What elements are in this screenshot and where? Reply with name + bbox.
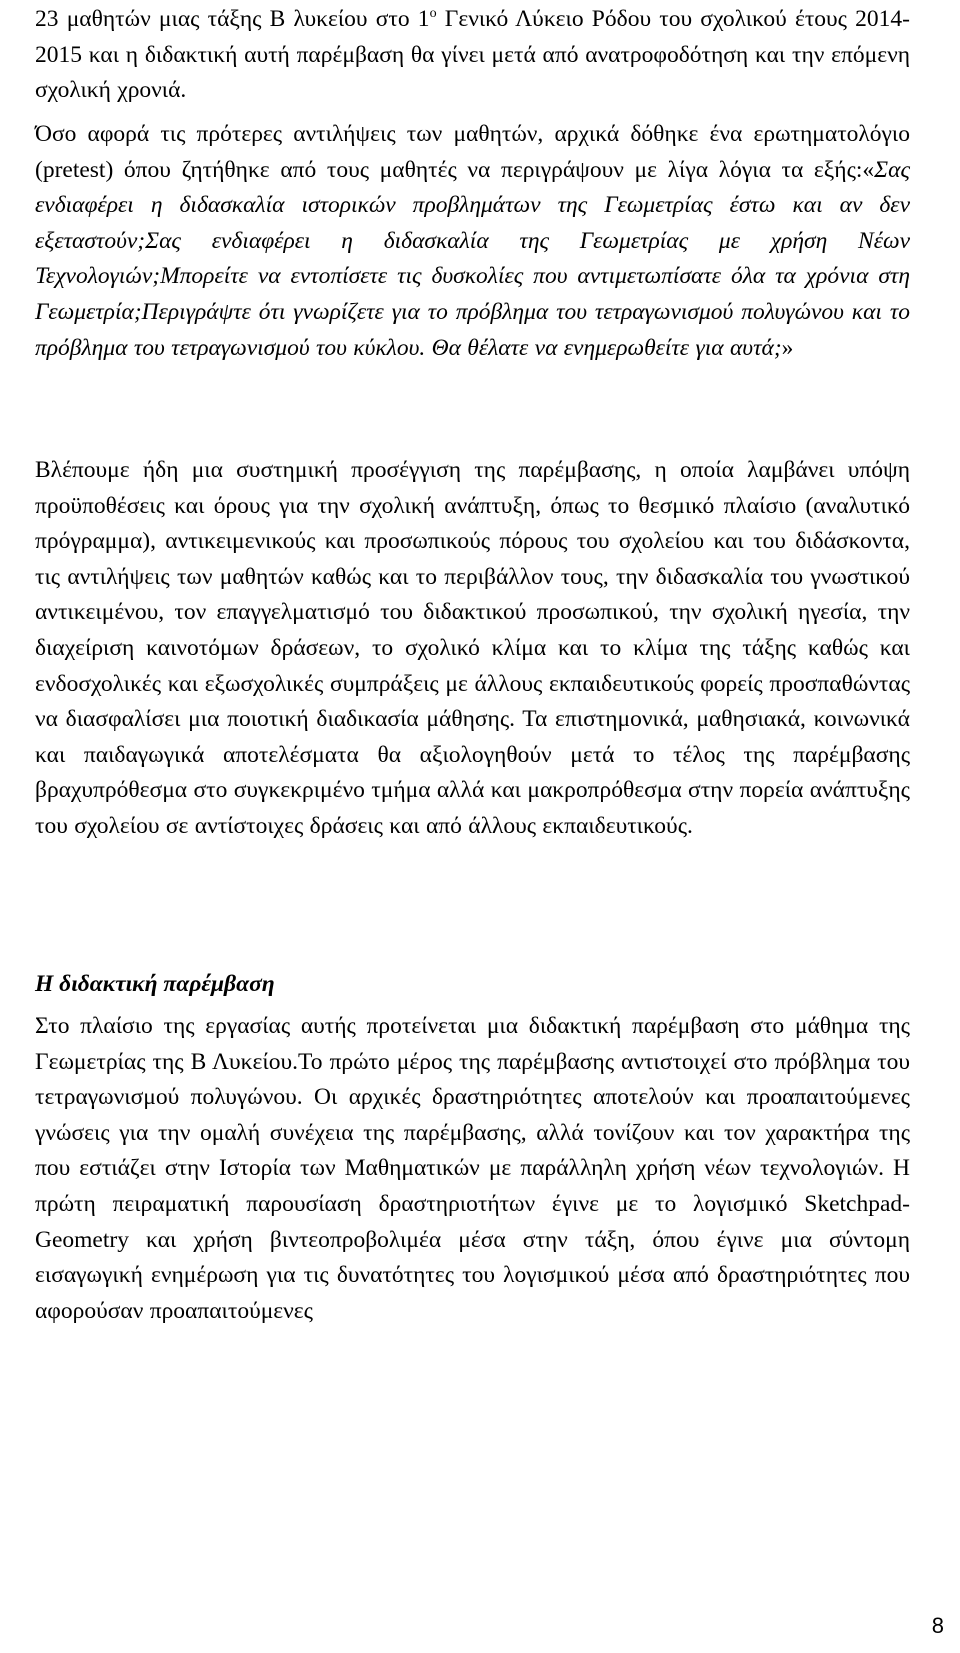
paragraph-intervention <box>35 1009 910 1329</box>
paragraph-1 <box>35 2 910 109</box>
paragraph-2-lead: Όσο αφορά τις πρότερες αντιλήψεις των μαθητών, αρχικά δόθηκε ένα ερωτηματολόγιο (pretest) όπου ζητήθηκε από τους μαθητές να περιγράψουν με λίγα λόγια τα εξής:« <box>35 121 910 183</box>
pretest-questions: Σας ενδιαφέρει η διδασκαλία ιστορικών προβλημάτων της Γεωμετρίας έστω και αν δεν εξεταστούν;Σας ενδιαφέρει η διδασκαλία της Γεωμετρίας με χρήση Νέων Τεχνολογιών;Μπορείτε να εντοπίσετε τις δυσκολίες που αντιμετωπίσατε όλα τα χρόνια στη Γεωμετρία;Περιγράψτε ότι γνωρίζετε για το πρόβλημα του τετραγωνισμού πολυγώνου και το πρόβλημα του τετραγωνισμού του κύκλου. Θα θέλατε να ενημερωθείτε για αυτά; <box>35 156 910 361</box>
paragraph-2 <box>35 117 910 366</box>
paragraph-intro <box>35 2 910 109</box>
paragraph-1-text: 23 μαθητών μιας τάξης Β λυκείου στο 1 <box>35 6 430 32</box>
paragraph-3: Βλέπουμε ήδη μια συστημική προσέγγιση της παρέμβασης, η οποία λαμβάνει υπόψη προϋποθέσεις και όρους για την σχολική ανάπτυξη, όπως το θεσμικό πλαίσιο (αναλυτικό πρόγραμμα), αντικειμενικούς και προσωπικούς πόρους του σχολείου και του διδάσκοντα, τις αντιλήψεις των μαθητών καθώς και το περιβάλλον τους, την διδασκαλία του γνωστικού αντικειμένου, τον επαγγελματισμό του διδακτικού προσωπικού, την σχολική ηγεσία, την διαχείριση καινοτόμων δράσεων, το σχολικό κλίμα και το κλίμα της τάξης καθώς και ενδοσχολικές και εξωσχολικές συμπράξεις με άλλους εκπαιδευτικούς φορείς προσπαθώντας να διασφαλίσει μια ποιοτική διαδικασία μάθησης. Τα επιστημονικά, μαθησιακά, κοινωνικά και παιδαγωγικά αποτελέσματα θα αξιολογηθούν μετά το τέλος της παρέμβασης βραχυπρόθεσμα στο συγκεκριμένο τμήμα αλλά και μακροπρόθεσμα στην πορεία ανάπτυξης του σχολείου σε αντίστοιχες δράσεις και από άλλους εκπαιδευτικούς. <box>35 457 910 839</box>
paragraph-4: Στο πλαίσιο της εργασίας αυτής προτείνεται μια διδακτική παρέμβαση στο μάθημα της Γεωμετρίας της Β Λυκείου.Το πρώτο μέρος της παρέμβασης αντιστοιχεί στο πρόβλημα του τετραγωνισμού πολυγώνου. Οι αρχικές δραστηριότητες αποτελούν και προαπαιτούμενες γνώσεις για την ομαλή συνέχεια της παρέμβασης, αλλά τονίζουν και τον χαρακτήρα της που εστιάζει στην Ιστορία των Μαθηματικών με παράλληλη χρήση νέων τεχνολογιών. Η πρώτη πειραματική παρουσίαση δραστηριοτήτων έγινε με το λογισμικό Sketchpad-Geometry και χρήση βιντεοπροβολιμέα μέσα στην τάξη, όπου έγινε μια σύντομη εισαγωγική ενημέρωση για τις δυνατότητες του λογισμικού μέσα από δραστηριότητες που αφορούσαν προαπαιτούμενες <box>35 1013 910 1324</box>
paragraph-pretest <box>35 117 910 366</box>
ordinal-superscript: ο <box>429 6 437 21</box>
closing-quote: » <box>781 334 794 361</box>
section-heading: Η διδακτική παρέμβαση <box>35 971 275 997</box>
paragraph-1-continuation: Γενικό Λύκειο Ρόδου του σχολικού έτους 2014-2015 και η διδακτική αυτή παρέμβαση θα γίνει μετά από ανατροφοδότηση και την επόμενη σχολική χρονιά. <box>35 6 910 104</box>
paragraph-systemic-approach <box>35 453 910 845</box>
page-number: 8 <box>931 1613 944 1638</box>
